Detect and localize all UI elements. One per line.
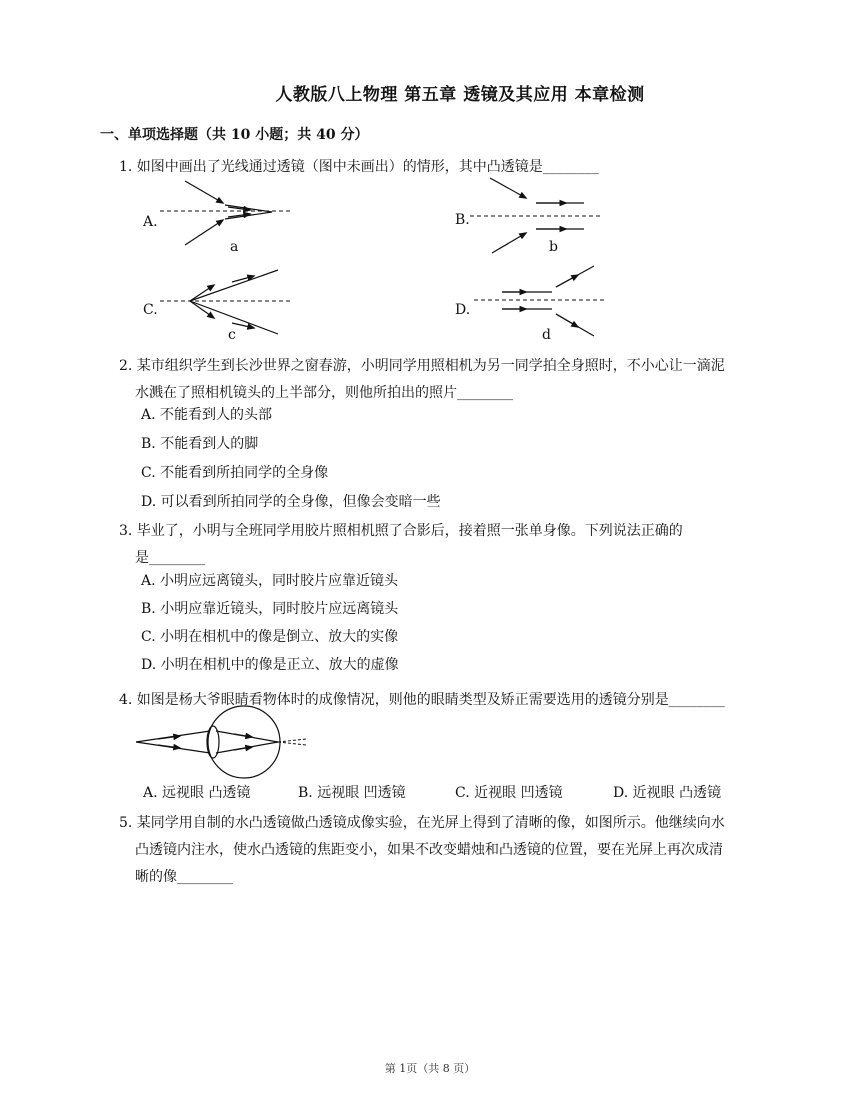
question-4-option-d: D. 近视眼 凸透镜 [613, 785, 722, 801]
question-4-stem: 4. 如图是杨大爷眼睛看物体时的成像情况，则他的眼睛类型及矫正需要选用的透镜分别是________ [119, 692, 725, 708]
question-3-option-d: D. 小明在相机中的像是正立、放大的虚像 [141, 657, 399, 673]
figure-d-diverging-rays [474, 266, 604, 336]
figure-label-a: a [230, 239, 239, 255]
question-2-option-d: D. 可以看到所拍同学的全身像，但像会变暗一些 [141, 494, 441, 510]
figure-b-parallel-rays [470, 178, 602, 253]
question-2-option-c: C. 不能看到所拍同学的全身像 [141, 465, 329, 481]
figure-c-diverging-rays [160, 270, 292, 334]
figure-option-c: C. [143, 302, 158, 318]
question-3-stem: 3. 毕业了，小明与全班同学用胶片照相机照了合影后，接着照一张单身像。下列说法正确的 是________ [119, 523, 683, 566]
question-1-stem: 1. 如图中画出了光线通过透镜（图中未画出）的情形，其中凸透镜是________ [119, 159, 599, 175]
section-heading: 一、单项选择题（共 10 小题；共 40 分） [100, 127, 369, 143]
question-2-stem: 2. 某市组织学生到长沙世界之窗春游，小明同学用照相机为另一同学拍全身照时，不小心让一滴泥 水溅在了照相机镜头的上半部分，则他所拍出的照片________ [119, 358, 725, 401]
figure-label-b: b [549, 239, 558, 255]
page-footer: 第 1页（共 8 页） [384, 1062, 476, 1075]
figure-option-a: A. [143, 214, 158, 230]
question-3-option-a: A. 小明应远离镜头，同时胶片应靠近镜头 [141, 573, 399, 589]
question-4-option-b: B. 远视眼 凹透镜 [298, 785, 406, 801]
eye-diagram [136, 706, 306, 778]
page-title: 人教版八上物理 第五章 透镜及其应用 本章检测 [275, 85, 645, 105]
question-3-option-b: B. 小明应靠近镜头，同时胶片应远离镜头 [141, 601, 399, 617]
figure-option-d: D. [455, 302, 471, 318]
figure-option-b: B. [455, 212, 470, 228]
figure-a-converging-rays [160, 181, 290, 245]
question-4-option-c: C. 近视眼 凹透镜 [455, 785, 563, 801]
question-5-stem: 5. 某同学用自制的水凸透镜做凸透镜成像实验，在光屏上得到了清晰的像，如图所示。他继续向水 凸透镜内注水，使水凸透镜的焦距变小，如果不改变蜡烛和凸透镜的位置，要在光屏上再次成清 晰的像________ [119, 815, 725, 885]
question-3-option-c: C. 小明在相机中的像是倒立、放大的实像 [141, 629, 399, 645]
figure-label-c: c [228, 327, 236, 343]
question-2-option-a: A. 不能看到人的头部 [141, 407, 273, 423]
question-2-option-b: B. 不能看到人的脚 [141, 436, 259, 452]
figure-label-d: d [542, 327, 551, 343]
question-4-option-a: A. 远视眼 凸透镜 [143, 785, 251, 801]
